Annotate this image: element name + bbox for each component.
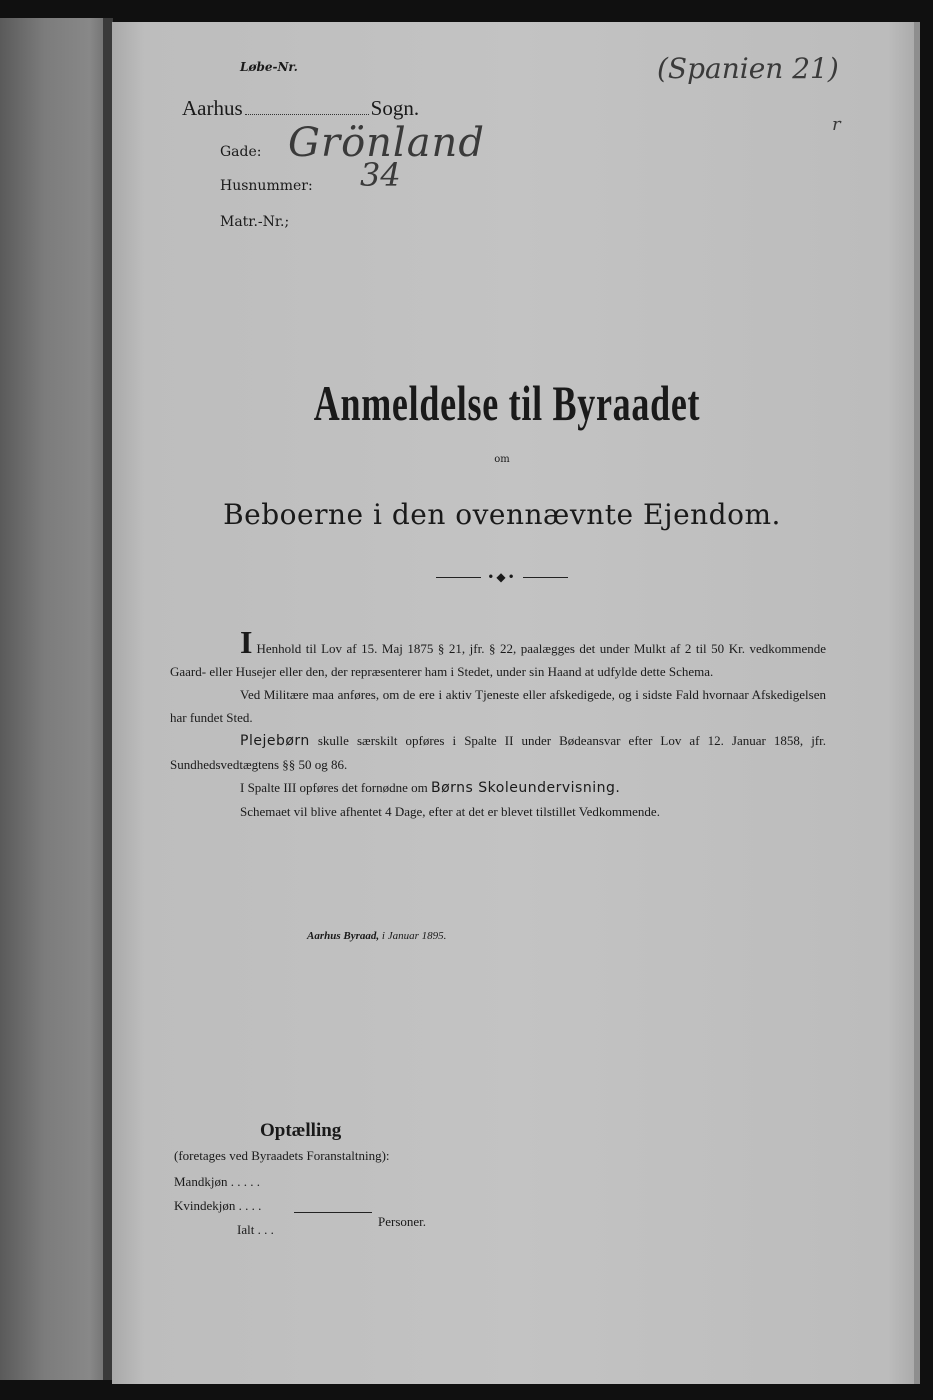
paragraph-2: Ved Militære maa anføres, om de ere i aktiv Tjeneste eller afskedigede, og i sidste Fald hvornaar Afskedigelsen har fundet Sted. bbox=[170, 687, 826, 725]
ornament-line-left bbox=[436, 577, 481, 578]
count-ialt: Ialt . . . bbox=[237, 1222, 274, 1237]
parish-blank-line bbox=[245, 114, 369, 115]
title-om: om bbox=[494, 454, 510, 465]
document-title: Anmeldelse til Byraadet bbox=[313, 375, 701, 431]
document-subtitle: Beboerne i den ovennævnte Ejendom. bbox=[223, 498, 781, 531]
handwritten-reference: (Spanien 21) bbox=[657, 52, 839, 85]
gade-label: Gade: bbox=[220, 144, 262, 160]
paragraph-4: I Spalte III opføres det fornødne om Børns Skoleundervisning. bbox=[240, 780, 621, 796]
skoleundervisning-emphasis: Børns Skoleundervisning. bbox=[430, 780, 621, 796]
ornament-center: •◆• bbox=[487, 570, 517, 584]
instructions-body bbox=[170, 626, 826, 823]
count-kvindekjon: Kvindekjøn . . . . bbox=[174, 1198, 262, 1213]
count-sum-line bbox=[294, 1212, 372, 1213]
loebe-nr-label: Løbe-Nr. bbox=[240, 60, 298, 74]
signature-date: i Januar 1895. bbox=[381, 930, 447, 942]
dropcap: I bbox=[240, 624, 253, 660]
handwritten-street: Grönland bbox=[288, 120, 485, 166]
ornament-divider bbox=[112, 570, 892, 584]
matr-label: Matr.-Nr.; bbox=[220, 214, 290, 230]
signature-name: Aarhus Byraad, bbox=[307, 930, 380, 942]
count-personer: Personer. bbox=[378, 1214, 427, 1229]
sogn-label: Sogn. bbox=[370, 96, 420, 120]
paragraph-5: Schemaet vil blive afhentet 4 Dage, efter at det er blevet tilstillet Vedkommende. bbox=[240, 804, 660, 819]
handwritten-mark: r bbox=[832, 114, 841, 135]
parish-line bbox=[182, 96, 419, 121]
husnummer-label: Husnummer: bbox=[220, 178, 313, 194]
count-title: Optælling bbox=[260, 1120, 342, 1141]
paragraph-1: I Henhold til Lov af 15. Maj 1875 § 21, jfr. § 22, paalægges det under Mulkt af 2 til 50 Kr. vedkommende Gaard- eller Husejer eller den, der repræsenterer ham i Stedet, under sin Haand at udfylde dette Schema. bbox=[170, 624, 826, 679]
aarhus-label: Aarhus bbox=[182, 96, 243, 120]
paragraph-3: Plejebørn skulle særskilt opføres i Spalte II under Bødeansvar efter Lov af 12. Januar 1858, jfr. Sundhedsvedtægtens §§ 50 og 86. bbox=[170, 733, 826, 772]
signature-line bbox=[307, 930, 446, 942]
count-mandkjon: Mandkjøn . . . . . bbox=[174, 1174, 260, 1189]
left-page-edge bbox=[0, 18, 112, 1380]
page-edge-shadow bbox=[914, 22, 920, 1384]
count-note: (foretages ved Byraadets Foranstaltning): bbox=[174, 1148, 390, 1163]
plejeborn-emphasis: Plejebørn bbox=[240, 733, 310, 749]
ornament-line-right bbox=[523, 577, 568, 578]
document-page bbox=[112, 22, 920, 1384]
handwritten-house-number: 34 bbox=[360, 156, 401, 194]
